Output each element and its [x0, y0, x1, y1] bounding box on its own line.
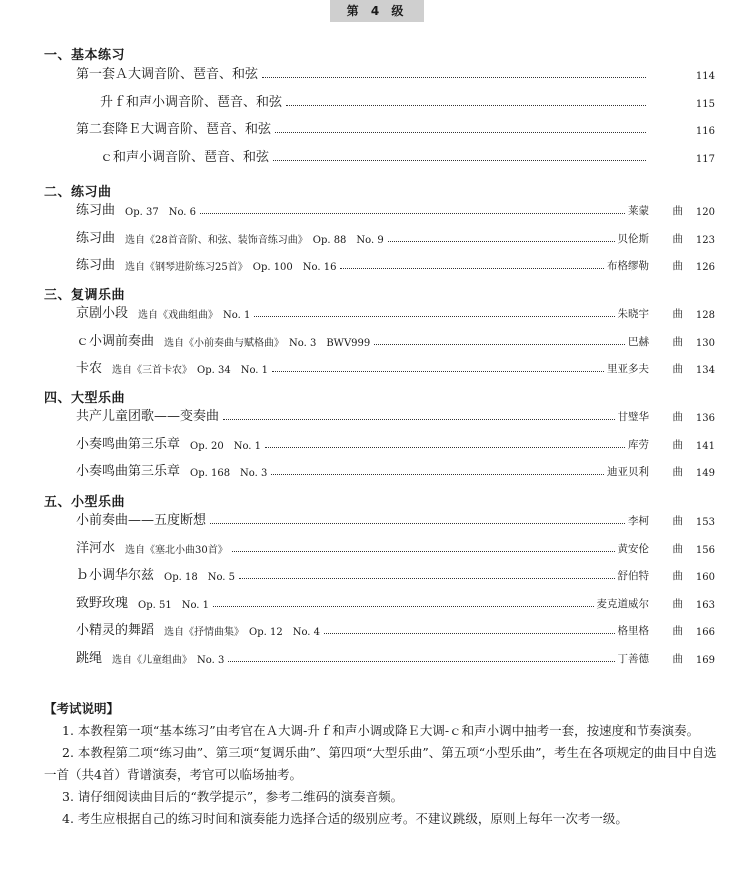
- entry-composer: 李柯: [628, 515, 649, 527]
- toc-entry[interactable]: [0, 432, 733, 452]
- section-title: 一、基本练习: [44, 48, 126, 63]
- section-title: 三、复调乐曲: [44, 288, 126, 303]
- entry-detail: Op. 20 No. 1: [190, 441, 262, 452]
- entry-detail: Op. 168 No. 3: [190, 468, 268, 479]
- toc-entry[interactable]: [0, 404, 733, 424]
- entry-title: 京剧小段: [76, 306, 129, 321]
- toc-entry[interactable]: [0, 226, 733, 246]
- entry-page-number: 136: [695, 413, 715, 424]
- toc-entry[interactable]: [0, 62, 733, 82]
- entry-qu-label: 曲: [672, 308, 683, 320]
- toc-entry[interactable]: [0, 329, 733, 349]
- section-title: 二、练习曲: [44, 185, 112, 200]
- dot-leader: [275, 132, 646, 133]
- entry-page-number: 166: [695, 627, 715, 638]
- dot-leader: [271, 474, 604, 475]
- dot-leader: [272, 371, 604, 372]
- entry-detail: 选自《28首音阶、和弦、装饰音练习曲》 Op. 88 No. 9: [125, 235, 384, 246]
- entry-detail: 选自《抒情曲集》 Op. 12 No. 4: [164, 627, 321, 638]
- entry-title: ｃ和声小调音阶、琶音、和弦: [100, 150, 270, 165]
- grade-label: 第 4 级: [330, 0, 424, 22]
- entry-page-number: 141: [695, 441, 715, 452]
- toc-entry[interactable]: [0, 253, 733, 273]
- dot-leader: [265, 447, 625, 448]
- notes-paragraph-2: 2. 本教程第二项“练习曲”、第三项“复调乐曲”、第四项“大型乐曲”、第五项“小型乐曲”，考生在各项规定的曲目中自选一首（共4首）背谱演奏，考官可以临场抽考。: [44, 745, 717, 782]
- entry-composer: 丁善德: [617, 653, 649, 665]
- entry-qu-label: 曲: [672, 233, 683, 245]
- entry-page-number: 128: [695, 310, 715, 321]
- entry-qu-label: 曲: [672, 336, 683, 348]
- entry-page-number: 134: [695, 365, 715, 376]
- toc-entry[interactable]: [0, 356, 733, 376]
- entry-page-number: 117: [695, 154, 715, 165]
- entry-composer: 格里格: [617, 625, 649, 637]
- toc-entry[interactable]: [0, 536, 733, 556]
- entry-title: 升ｆ和声小调音阶、琶音、和弦: [100, 95, 283, 110]
- entry-title: 共产儿童团歌——变奏曲: [76, 409, 220, 424]
- dot-leader: [273, 160, 646, 161]
- entry-page-number: 149: [695, 468, 715, 479]
- entry-detail: 选自《儿童组曲》 No. 3: [112, 655, 225, 666]
- dot-leader: [262, 77, 646, 78]
- dot-leader: [223, 419, 614, 420]
- entry-qu-label: 曲: [672, 515, 683, 527]
- entry-composer: 麦克道威尔: [596, 598, 649, 610]
- entry-title: 第一套Ａ大调音阶、琶音、和弦: [76, 67, 259, 82]
- toc-entry[interactable]: [0, 508, 733, 528]
- entry-composer: 里亚多夫: [607, 363, 649, 375]
- entry-page-number: 130: [695, 338, 715, 349]
- entry-detail: Op. 18 No. 5: [164, 572, 236, 583]
- entry-page-number: 115: [695, 99, 715, 110]
- entry-title: 跳绳: [76, 651, 103, 666]
- toc-entry[interactable]: [0, 563, 733, 583]
- section-title: 四、大型乐曲: [44, 391, 126, 406]
- toc-entry[interactable]: [0, 591, 733, 611]
- entry-page-number: 114: [695, 71, 715, 82]
- entry-qu-label: 曲: [672, 363, 683, 375]
- entry-detail: 选自《塞北小曲30首》: [125, 545, 228, 556]
- toc-entry[interactable]: [0, 145, 733, 165]
- entry-composer: 贝伦斯: [617, 233, 649, 245]
- entry-composer: 布格缪勒: [607, 260, 649, 272]
- entry-title: 洋河水: [76, 541, 116, 556]
- entry-qu-label: 曲: [672, 570, 683, 582]
- dot-leader: [228, 661, 614, 662]
- entry-composer: 莱蒙: [628, 205, 649, 217]
- entry-composer: 库劳: [628, 439, 649, 451]
- entry-qu-label: 曲: [672, 411, 683, 423]
- entry-page-number: 116: [695, 126, 715, 137]
- entry-qu-label: 曲: [672, 466, 683, 478]
- entry-title: 练习曲: [76, 203, 116, 218]
- entry-page-number: 126: [695, 262, 715, 273]
- entry-qu-label: 曲: [672, 625, 683, 637]
- entry-composer: 黄安伦: [617, 543, 649, 555]
- entry-page-number: 156: [695, 545, 715, 556]
- entry-detail: Op. 37 No. 6: [125, 207, 197, 218]
- notes-paragraph-1: 1. 本教程第一项“基本练习”由考官在Ａ大调-升ｆ和声小调或降Ｅ大调-ｃ和声小调中抽考一套，按速度和节奏演奏。: [62, 723, 700, 738]
- entry-qu-label: 曲: [672, 205, 683, 217]
- dot-leader: [374, 344, 625, 345]
- section-title: 五、小型乐曲: [44, 495, 126, 510]
- dot-leader: [286, 105, 646, 106]
- entry-page-number: 120: [695, 207, 715, 218]
- entry-title: 卡农: [76, 361, 103, 376]
- entry-detail: 选自《钢琴进阶练习25首》 Op. 100 No. 16: [125, 262, 337, 273]
- entry-title: 第二套降Ｅ大调音阶、琶音、和弦: [76, 122, 272, 137]
- dot-leader: [213, 606, 593, 607]
- dot-leader: [239, 578, 614, 579]
- notes-paragraph-3: 3. 请仔细阅读曲目后的“教学提示”，参考二维码的演奏音频。: [62, 789, 404, 804]
- entry-page-number: 169: [695, 655, 715, 666]
- entry-title: 小精灵的舞蹈: [76, 623, 155, 638]
- entry-qu-label: 曲: [672, 260, 683, 272]
- dot-leader: [232, 551, 615, 552]
- toc-entry[interactable]: [0, 117, 733, 137]
- entry-title: ｂ小调华尔兹: [76, 568, 155, 583]
- entry-page-number: 153: [695, 517, 715, 528]
- entry-title: 致野玫瑰: [76, 596, 129, 611]
- dot-leader: [388, 241, 615, 242]
- entry-composer: 朱晓宇: [617, 308, 649, 320]
- toc-entry[interactable]: [0, 646, 733, 666]
- dot-leader: [324, 633, 614, 634]
- entry-title: 小奏鸣曲第三乐章: [76, 437, 181, 452]
- entry-page-number: 160: [695, 572, 715, 583]
- entry-composer: 巴赫: [628, 336, 649, 348]
- entry-composer: 甘璧华: [617, 411, 649, 423]
- entry-composer: 舒伯特: [617, 570, 649, 582]
- entry-detail: Op. 51 No. 1: [138, 600, 210, 611]
- entry-title: 小奏鸣曲第三乐章: [76, 464, 181, 479]
- entry-title: 小前奏曲——五度断想: [76, 513, 207, 528]
- toc-entry[interactable]: [0, 198, 733, 218]
- dot-leader: [210, 523, 625, 524]
- entry-qu-label: 曲: [672, 543, 683, 555]
- entry-composer: 迪亚贝利: [607, 466, 649, 478]
- entry-qu-label: 曲: [672, 439, 683, 451]
- entry-title: 练习曲: [76, 258, 116, 273]
- toc-entry[interactable]: [0, 459, 733, 479]
- exam-notes: [44, 698, 724, 830]
- entry-page-number: 163: [695, 600, 715, 611]
- entry-qu-label: 曲: [672, 598, 683, 610]
- entry-title: ｃ小调前奏曲: [76, 334, 155, 349]
- entry-detail: 选自《三首卡农》 Op. 34 No. 1: [112, 365, 269, 376]
- dot-leader: [340, 268, 604, 269]
- toc-entry[interactable]: [0, 618, 733, 638]
- dot-leader: [200, 213, 625, 214]
- dot-leader: [254, 316, 614, 317]
- entry-detail: 选自《戏曲组曲》 No. 1: [138, 310, 251, 321]
- notes-title: 【考试说明】: [44, 701, 120, 716]
- entry-title: 练习曲: [76, 231, 116, 246]
- toc-entry[interactable]: [0, 301, 733, 321]
- entry-qu-label: 曲: [672, 653, 683, 665]
- entry-page-number: 123: [695, 235, 715, 246]
- entry-detail: 选自《小前奏曲与赋格曲》 No. 3 BWV999: [164, 338, 371, 349]
- toc-entry[interactable]: [0, 90, 733, 110]
- notes-paragraph-4: 4. 考生应根据自己的练习时间和演奏能力选择合适的级别应考。不建议跳级，原则上每年一次考一级。: [62, 811, 628, 826]
